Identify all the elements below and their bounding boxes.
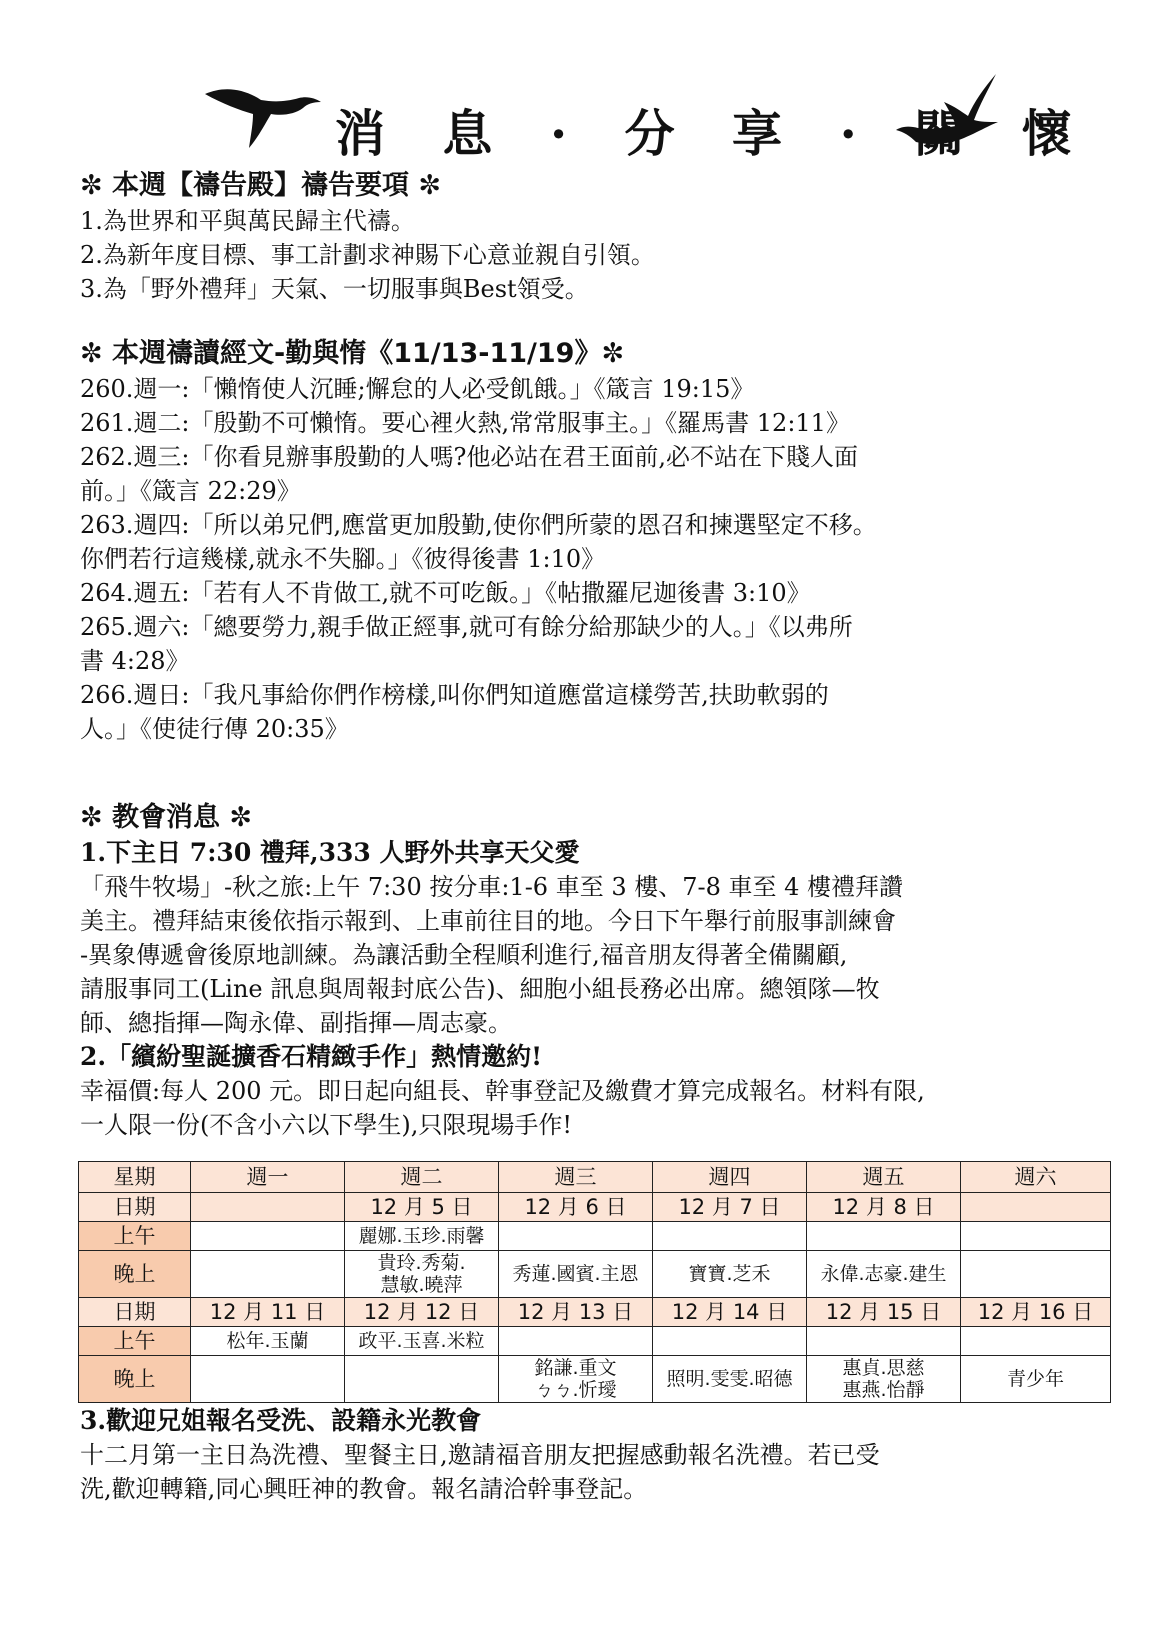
table-cell [653, 1327, 807, 1356]
reading-line: 人。」《使徒行傳 20:35》 [80, 715, 349, 743]
reading-line: 你們若行這幾樣,就永不失腳。」《彼得後書 1:10》 [80, 545, 606, 573]
table-cell: 12 月 12 日 [345, 1298, 499, 1327]
reading-heading: ✼ 本週禱讀經文-勤與惰《11/13-11/19》✼ [80, 338, 625, 369]
prayer-item: 1.為世界和平與萬民歸主代禱。 [80, 207, 415, 235]
page-title: 消 息 · 分 享 · 關 懷 [335, 104, 1092, 163]
baptism-section [80, 1404, 1090, 1506]
table-cell [961, 1193, 1111, 1222]
news-line: 幸福價:每人 200 元。即日起向組長、幹事登記及繳費才算完成報名。材料有限, [80, 1077, 925, 1105]
table-cell: 晚上 [79, 1251, 191, 1298]
morning-row [79, 1327, 1111, 1356]
table-cell: 上午 [79, 1327, 191, 1356]
flying-goose-right-icon [892, 72, 1000, 162]
table-cell: 寶寶.芝禾 [653, 1251, 807, 1298]
table-cell: 12 月 6 日 [499, 1193, 653, 1222]
table-cell: 12 月 5 日 [345, 1193, 499, 1222]
reading-line: 262.週三:「你看見辦事殷勤的人嗎?他必站在君王面前,必不站在下賤人面 [80, 443, 859, 471]
prayer-heading: ✼ 本週【禱告殿】禱告要項 ✼ [80, 170, 442, 201]
news-line: 洗,歡迎轉籍,同心興旺神的教會。報名請洽幹事登記。 [80, 1475, 648, 1503]
table-cell: 週四 [653, 1162, 807, 1193]
news-item-title: 1.下主日 7:30 禮拜,333 人野外共享天父愛 [80, 838, 580, 867]
evening-row [79, 1251, 1111, 1298]
news-section [80, 800, 1090, 1142]
reading-section [80, 336, 1090, 746]
prayer-item: 2.為新年度目標、事工計劃求神賜下心意並親自引領。 [80, 241, 655, 269]
reading-line: 266.週日:「我凡事給你們作榜樣,叫你們知道應當這樣勞苦,扶助軟弱的 [80, 681, 829, 709]
table-cell: 12 月 13 日 [499, 1298, 653, 1327]
table-cell [499, 1222, 653, 1251]
table-cell: 永偉.志豪.建生 [807, 1251, 961, 1298]
table-cell: 12 月 15 日 [807, 1298, 961, 1327]
news-line: 請服事同工(Line 訊息與周報封底公告)、細胞小組長務必出席。總領隊—牧 [80, 975, 880, 1003]
prayer-item: 3.為「野外禮拜」天氣、一切服事與Best領受。 [80, 275, 589, 303]
table-cell: 日期 [79, 1298, 191, 1327]
schedule-table [78, 1161, 1111, 1403]
table-cell: 惠貞.思慈 惠燕.怡靜 [807, 1356, 961, 1403]
table-cell [345, 1356, 499, 1403]
table-cell: 松年.玉蘭 [191, 1327, 345, 1356]
reading-line: 書 4:28》 [80, 647, 190, 675]
reading-line: 前。」《箴言 22:29》 [80, 477, 301, 505]
table-cell: 週五 [807, 1162, 961, 1193]
table-cell: 週一 [191, 1162, 345, 1193]
reading-line: 261.週二:「殷勤不可懶惰。要心裡火熱,常常服事主。」《羅馬書 12:11》 [80, 409, 850, 437]
table-cell [807, 1222, 961, 1251]
table-cell: 星期 [79, 1162, 191, 1193]
reading-line: 264.週五:「若有人不肯做工,就不可吃飯。」《帖撒羅尼迦後書 3:10》 [80, 579, 811, 607]
table-cell [191, 1356, 345, 1403]
date-row [79, 1193, 1111, 1222]
news-line: 「飛牛牧場」-秋之旅:上午 7:30 按分車:1-6 車至 3 樓、7-8 車至 4 樓禮拜讚 [80, 873, 904, 901]
table-cell [499, 1327, 653, 1356]
flying-goose-left-icon [203, 80, 323, 150]
table-cell [191, 1222, 345, 1251]
table-cell: 上午 [79, 1222, 191, 1251]
table-cell: 週二 [345, 1162, 499, 1193]
table-cell [961, 1251, 1111, 1298]
table-cell: 政平.玉喜.米粒 [345, 1327, 499, 1356]
morning-row [79, 1222, 1111, 1251]
table-cell [961, 1222, 1111, 1251]
title-banner [0, 72, 1155, 162]
table-cell: 12 月 14 日 [653, 1298, 807, 1327]
news-item-title: 2.「繽紛聖誕擴香石精緻手作」熱情邀約! [80, 1042, 543, 1071]
news-line: 十二月第一主日為洗禮、聖餐主日,邀請福音朋友把握感動報名洗禮。若已受 [80, 1441, 880, 1469]
table-cell: 週六 [961, 1162, 1111, 1193]
news-heading: ✼ 教會消息 ✼ [80, 802, 253, 833]
news-line: 師、總指揮—陶永偉、副指揮—周志豪。 [80, 1009, 512, 1037]
table-cell: 12 月 8 日 [807, 1193, 961, 1222]
date-row [79, 1298, 1111, 1327]
table-cell [191, 1193, 345, 1222]
prayer-section [80, 168, 1090, 306]
table-cell: 青少年 [961, 1356, 1111, 1403]
table-cell [961, 1327, 1111, 1356]
table-cell: 12 月 16 日 [961, 1298, 1111, 1327]
table-cell: 週三 [499, 1162, 653, 1193]
table-cell: 銘謙.重文 ㄅㄅ.忻璦 [499, 1356, 653, 1403]
news-line: -異象傳遞會後原地訓練。為讓活動全程順利進行,福音朋友得著全備關顧, [80, 941, 848, 969]
table-cell: 12 月 7 日 [653, 1193, 807, 1222]
table-cell: 秀蓮.國賓.主恩 [499, 1251, 653, 1298]
table-cell: 照明.雯雯.昭德 [653, 1356, 807, 1403]
table-cell [807, 1327, 961, 1356]
reading-line: 260.週一:「懶惰使人沉睡;懈怠的人必受飢餓。」《箴言 19:15》 [80, 375, 755, 403]
reading-line: 265.週六:「總要勞力,親手做正經事,就可有餘分給那缺少的人。」《以弗所 [80, 613, 853, 641]
table-cell: 晚上 [79, 1356, 191, 1403]
table-cell: 日期 [79, 1193, 191, 1222]
news-line: 一人限一份(不含小六以下學生),只限現場手作! [80, 1111, 572, 1139]
reading-line: 263.週四:「所以弟兄們,應當更加殷勤,使你們所蒙的恩召和揀選堅定不移。 [80, 511, 877, 539]
table-cell [191, 1251, 345, 1298]
news-item-title: 3.歡迎兄姐報名受洗、設籍永光教會 [80, 1406, 482, 1435]
news-line: 美主。禮拜結束後依指示報到、上車前往目的地。今日下午舉行前服事訓練會 [80, 907, 896, 935]
table-cell: 麗娜.玉珍.雨馨 [345, 1222, 499, 1251]
table-cell [653, 1222, 807, 1251]
weekday-header-row [79, 1162, 1111, 1193]
table-cell: 12 月 11 日 [191, 1298, 345, 1327]
table-cell: 貴玲.秀菊. 慧敏.曉萍 [345, 1251, 499, 1298]
evening-row [79, 1356, 1111, 1403]
